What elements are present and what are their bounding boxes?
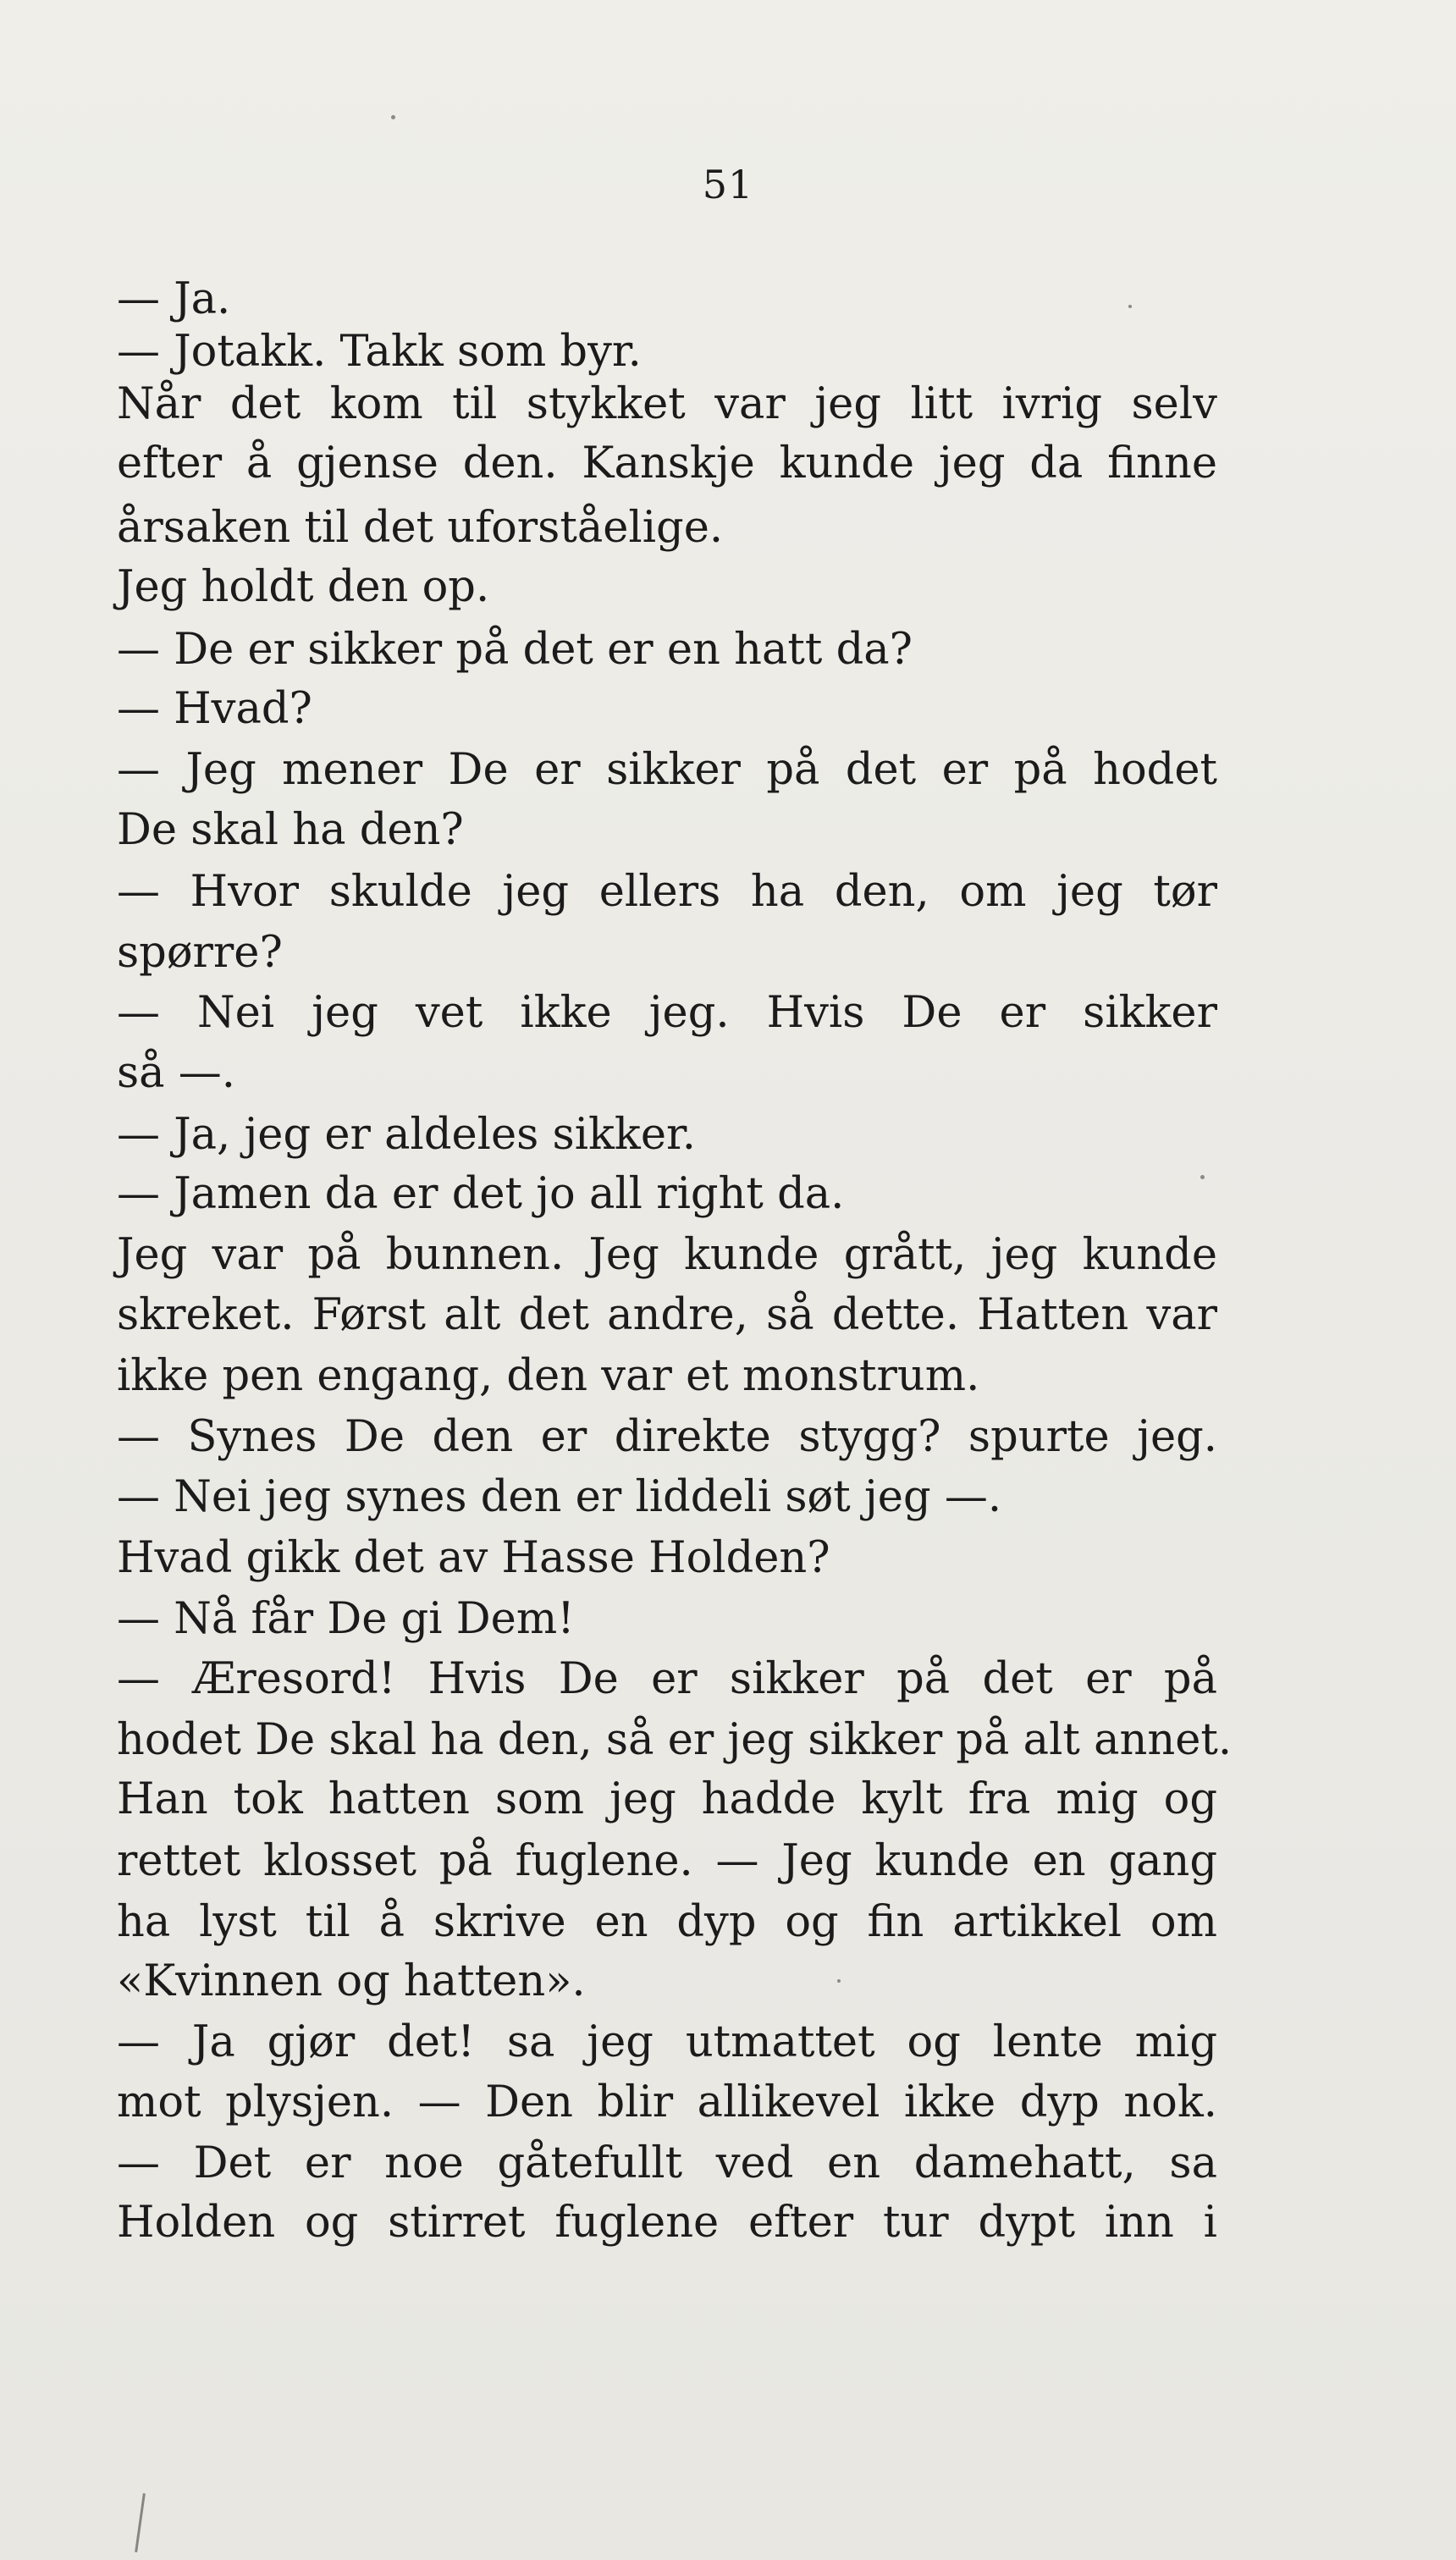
text-line: årsaken til det uforståelige. (117, 503, 724, 553)
text-line: — Æresord! Hvis De er sikker på det er på (117, 1654, 1217, 1704)
paper-edge-mark (135, 2493, 146, 2552)
text-line: — De er sikker på det er en hatt da? (117, 625, 913, 675)
text-line: Jeg holdt den op. (117, 562, 490, 612)
text-line: hodet De skal ha den, så er jeg sikker på alt annet. (117, 1715, 1233, 1765)
text-line: — Nei jeg vet ikke jeg. Hvis De er sikker (117, 988, 1217, 1038)
text-line: — Ja. (117, 274, 231, 324)
text-line: Hvad gikk det av Hasse Holden? (117, 1533, 830, 1583)
text-line: Holden og stirret fuglene efter tur dypt inn i (117, 2198, 1217, 2248)
text-line: ikke pen engang, den var et monstrum. (117, 1351, 980, 1401)
text-line: Han tok hatten som jeg hadde kylt fra mig og (117, 1774, 1217, 1824)
text-line: — Synes De den er direkte stygg? spurte jeg. (117, 1412, 1217, 1462)
text-line: — Jotakk. Takk som byr. (117, 327, 642, 377)
text-line: skreket. Først alt det andre, så dette. Hatten var (117, 1290, 1217, 1340)
text-line: — Det er noe gåtefullt ved en damehatt, sa (117, 2138, 1217, 2188)
text-line: — Ja, jeg er aldeles sikker. (117, 1110, 696, 1160)
text-line: — Jamen da er det jo all right da. (117, 1169, 845, 1219)
page-number: 51 (702, 162, 754, 207)
paper-speck (1128, 305, 1132, 308)
text-line: — Nei jeg synes den er liddeli søt jeg —. (117, 1472, 1002, 1522)
text-line: «Kvinnen og hatten». (117, 1956, 586, 2006)
text-line: Når det kom til stykket var jeg litt ivrig selv (117, 379, 1217, 429)
paper-speck (1200, 1175, 1205, 1179)
text-line: — Hvad? (117, 684, 312, 734)
text-line: Jeg var på bunnen. Jeg kunde grått, jeg kunde (117, 1230, 1217, 1280)
text-line: spørre? (117, 928, 283, 978)
text-line: rettet klosset på fuglene. — Jeg kunde en gang (117, 1836, 1217, 1886)
text-line: mot plysjen. — Den blir allikevel ikke dyp nok. (117, 2077, 1217, 2127)
paper-speck (391, 115, 395, 119)
text-line: De skal ha den? (117, 805, 464, 855)
text-line: så —. (117, 1048, 236, 1098)
text-line: — Ja gjør det! sa jeg utmattet og lente mig (117, 2017, 1217, 2067)
text-line: — Hvor skulde jeg ellers ha den, om jeg tør (117, 867, 1217, 917)
text-line: efter å gjense den. Kanskje kunde jeg da finne (117, 439, 1217, 488)
text-line: — Nå får De gi Dem! (117, 1594, 575, 1644)
text-line: — Jeg mener De er sikker på det er på hodet (117, 745, 1217, 795)
text-line: ha lyst til å skrive en dyp og fin artikkel om (117, 1897, 1217, 1947)
paper-speck (837, 1979, 841, 1983)
